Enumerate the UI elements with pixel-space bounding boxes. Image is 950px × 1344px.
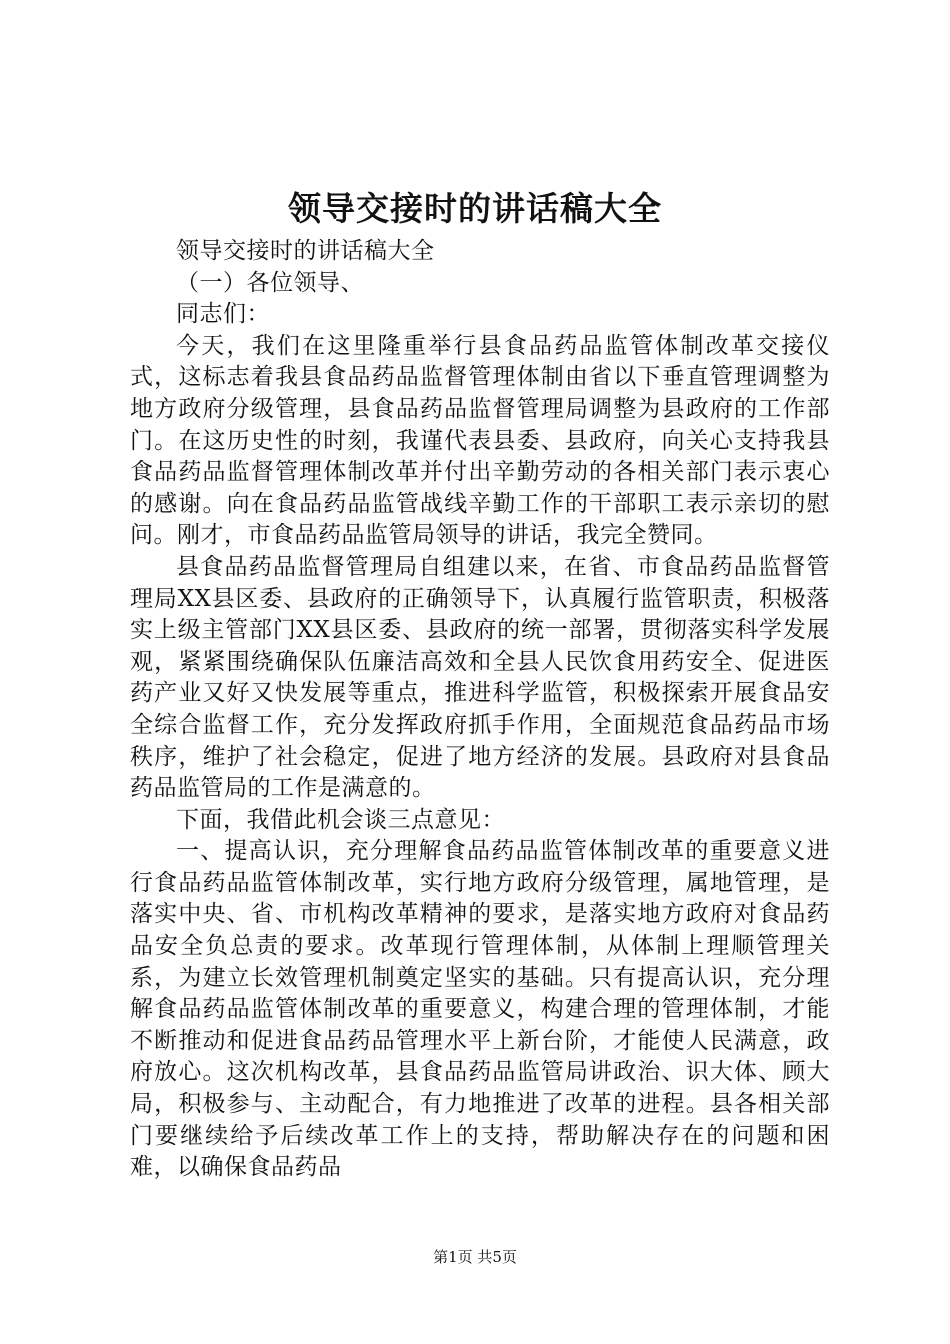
body-paragraph: （一）各位领导、	[176, 269, 364, 296]
page-footer: 第1页 共5页	[433, 1248, 517, 1266]
body-paragraph: 县食品药品监督管理局自组建以来，在省、市食品药品监督管理局XX县区委、县政府的正确领导下，认真履行监管职责，积极落实上级主管部门XX县区委、县政府的统一部署，贯彻落实科学发展观，紧紧围绕确保队伍廉洁高效和全县人民饮食用药安全、促进医药产业又好又快发展等重点，推进科学监管，积极探索开展食品安全综合监督工作，充分发挥政府抓手作用，全面规范食品药品市场秩序，维护了社会稳定，促进了地方经济的发展。县政府对县食品药品监管局的工作是满意的。	[130, 553, 830, 802]
body-paragraph: 一、提高认识，充分理解食品药品监管体制改革的重要意义进行食品药品监管体制改革，实行地方政府分级管理，属地管理，是落实中央、省、市机构改革精神的要求，是落实地方政府对食品药品安全负总责的要求。改革现行管理体制，从体制上理顺管理关系，为建立长效管理机制奠定坚实的基础。只有提高认识，充分理解食品药品监管体制改革的重要意义，构建合理的管理体制，才能不断推动和促进食品药品管理水平上新台阶，才能使人民满意，政府放心。这次机构改革，县食品药品监管局讲政治、识大体、顾大局，积极参与、主动配合，有力地推进了改革的进程。县各相关部门要继续给予后续改革工作上的支持，帮助解决存在的问题和困难，以确保食品药品	[130, 838, 830, 1181]
document-title: 领导交接时的讲话稿大全	[288, 189, 662, 228]
body-paragraph: 同志们：	[176, 301, 270, 328]
body-paragraph: 领导交接时的讲话稿大全	[176, 238, 435, 264]
document-body	[130, 236, 830, 1184]
body-paragraph: 下面，我借此机会谈三点意见：	[176, 806, 505, 833]
body-paragraph: 今天，我们在这里隆重举行县食品药品监管体制改革交接仪式，这标志着我县食品药品监督管理体制由省以下垂直管理调整为地方政府分级管理，县食品药品监督管理局调整为县政府的工作部门。在这历史性的时刻，我谨代表县委、县政府，向关心支持我县食品药品监督管理体制改革并付出辛勤劳动的各相关部门表示衷心的感谢。向在食品药品监管战线辛勤工作的干部职工表示亲切的慰问。刚才，市食品药品监管局领导的讲话，我完全赞同。	[130, 332, 830, 549]
